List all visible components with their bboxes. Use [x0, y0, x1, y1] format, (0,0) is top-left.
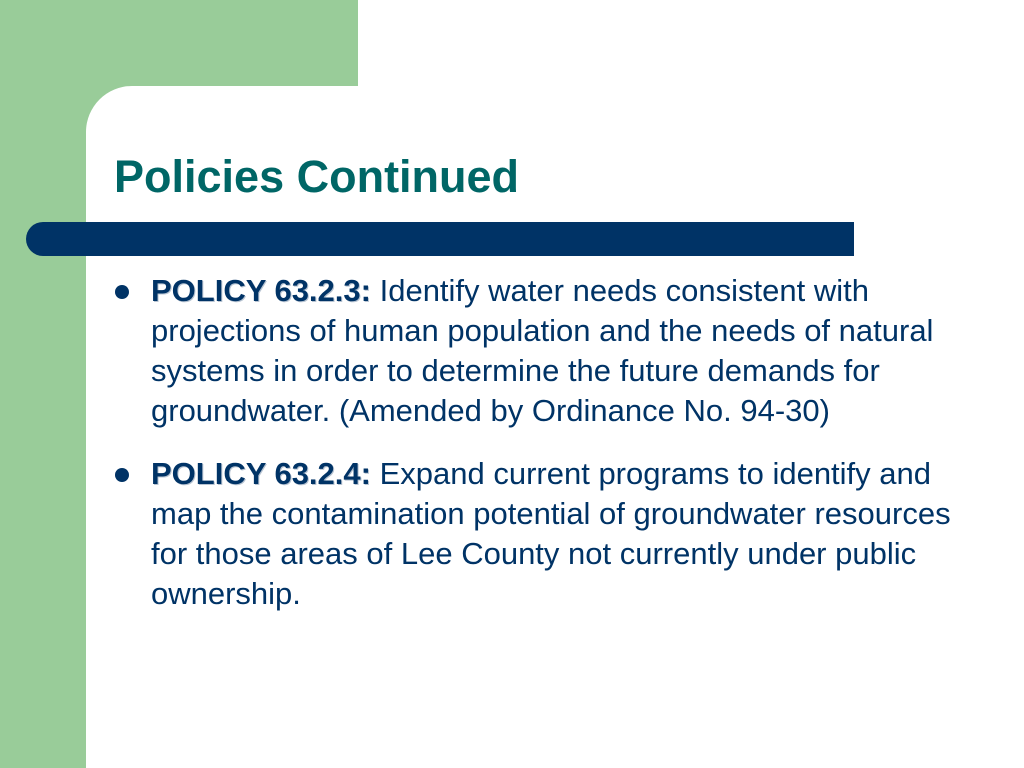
policy-label: POLICY 63.2.3: — [151, 273, 380, 308]
list-item-policy-63-2-3 — [110, 271, 990, 431]
slide-title: Policies Continued — [114, 151, 520, 202]
policy-text: Expand current programs to identify and map the contamination potential of groundwater resources for those areas of Lee County not currently under public ownership. — [151, 456, 951, 611]
list-item-policy-63-2-4 — [110, 454, 990, 614]
policy-label: POLICY 63.2.4: — [151, 456, 380, 491]
title-accent-bar — [26, 222, 854, 256]
bullet-dot-icon — [115, 468, 129, 482]
bullet-list — [110, 271, 990, 637]
bullet-dot-icon — [115, 285, 129, 299]
policy-text: Identify water needs consistent with projections of human population and the needs of natural systems in order to determine the future demands for groundwater. (Amended by Ordinance No. 94-30) — [151, 273, 934, 428]
